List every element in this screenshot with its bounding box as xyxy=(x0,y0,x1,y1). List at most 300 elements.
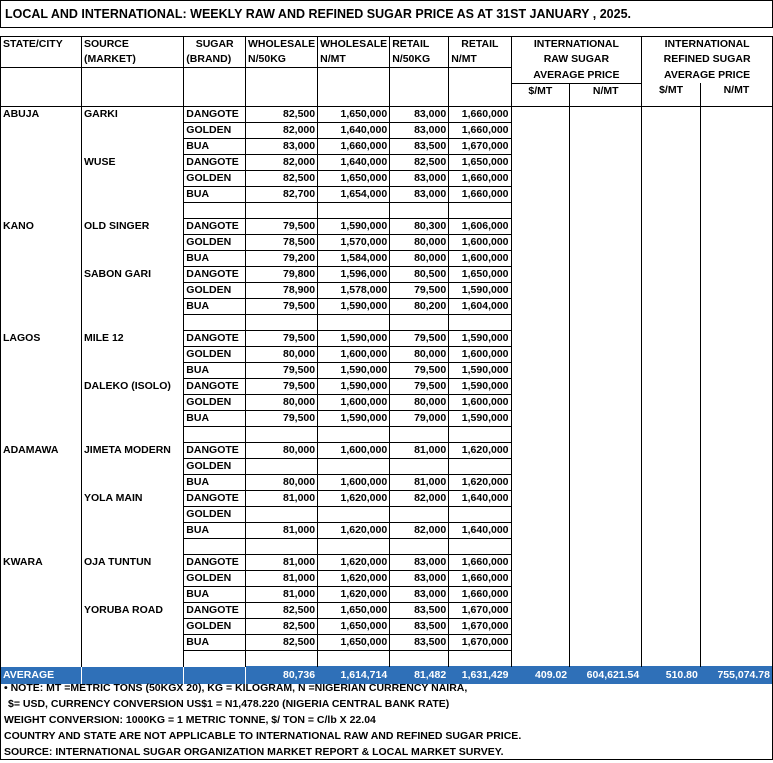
state-cell[interactable]: ABUJA xyxy=(1,107,82,123)
retail-50kg-cell[interactable] xyxy=(390,459,449,475)
intl-empty-cell[interactable] xyxy=(570,411,642,427)
wholesale-mt-cell[interactable]: 1,590,000 xyxy=(318,331,390,347)
wholesale-50kg-cell[interactable]: 79,500 xyxy=(246,299,318,315)
market-cell[interactable]: SABON GARI xyxy=(81,267,183,283)
intl-empty-cell[interactable] xyxy=(700,411,772,427)
retail-mt-cell[interactable]: 1,590,000 xyxy=(449,363,511,379)
brand-cell[interactable]: DANGOTE xyxy=(184,267,246,283)
intl-empty-cell[interactable] xyxy=(570,347,642,363)
intl-empty-cell[interactable] xyxy=(642,155,701,171)
intl-empty-cell[interactable] xyxy=(511,555,570,571)
brand-cell[interactable]: GOLDEN xyxy=(184,395,246,411)
intl-empty-cell[interactable] xyxy=(511,219,570,235)
wholesale-50kg-cell[interactable]: 82,000 xyxy=(246,123,318,139)
wholesale-mt-cell[interactable]: 1,584,000 xyxy=(318,251,390,267)
intl-empty-cell[interactable] xyxy=(642,443,701,459)
intl-empty-cell[interactable] xyxy=(511,523,570,539)
wholesale-mt-cell[interactable]: 1,590,000 xyxy=(318,411,390,427)
state-cell[interactable] xyxy=(1,459,82,475)
state-cell[interactable] xyxy=(1,491,82,507)
intl-empty-cell[interactable] xyxy=(642,635,701,651)
intl-empty-cell[interactable] xyxy=(511,619,570,635)
retail-mt-cell[interactable]: 1,670,000 xyxy=(449,619,511,635)
market-cell[interactable] xyxy=(81,587,183,603)
retail-mt-cell[interactable]: 1,660,000 xyxy=(449,123,511,139)
intl-empty-cell[interactable] xyxy=(700,267,772,283)
retail-50kg-cell[interactable]: 80,000 xyxy=(390,347,449,363)
retail-50kg-cell[interactable]: 83,000 xyxy=(390,171,449,187)
wholesale-mt-cell[interactable]: 1,650,000 xyxy=(318,635,390,651)
intl-empty-cell[interactable] xyxy=(511,331,570,347)
intl-empty-cell[interactable] xyxy=(511,107,570,123)
intl-empty-cell[interactable] xyxy=(642,107,701,123)
market-cell[interactable] xyxy=(81,395,183,411)
intl-empty-cell[interactable] xyxy=(642,459,701,475)
intl-empty-cell[interactable] xyxy=(700,523,772,539)
intl-empty-cell[interactable] xyxy=(642,587,701,603)
retail-mt-cell[interactable]: 1,590,000 xyxy=(449,411,511,427)
intl-empty-cell[interactable] xyxy=(570,283,642,299)
state-cell[interactable] xyxy=(1,235,82,251)
intl-empty-cell[interactable] xyxy=(700,491,772,507)
retail-mt-cell[interactable]: 1,600,000 xyxy=(449,251,511,267)
intl-empty-cell[interactable] xyxy=(511,571,570,587)
intl-empty-cell[interactable] xyxy=(700,555,772,571)
state-cell[interactable] xyxy=(1,123,82,139)
avg-refined-usd[interactable]: 510.80 xyxy=(642,667,701,684)
retail-mt-cell[interactable]: 1,660,000 xyxy=(449,171,511,187)
intl-empty-cell[interactable] xyxy=(700,603,772,619)
retail-50kg-cell[interactable] xyxy=(390,507,449,523)
wholesale-50kg-cell[interactable]: 82,500 xyxy=(246,603,318,619)
retail-50kg-cell[interactable]: 81,000 xyxy=(390,475,449,491)
market-cell[interactable] xyxy=(81,299,183,315)
wholesale-mt-cell[interactable]: 1,650,000 xyxy=(318,603,390,619)
wholesale-mt-cell[interactable] xyxy=(318,459,390,475)
wholesale-mt-cell[interactable]: 1,600,000 xyxy=(318,443,390,459)
intl-empty-cell[interactable] xyxy=(511,587,570,603)
avg-refined-n[interactable]: 755,074.78 xyxy=(700,667,772,684)
intl-empty-cell[interactable] xyxy=(642,619,701,635)
retail-mt-cell[interactable] xyxy=(449,507,511,523)
brand-cell[interactable]: BUA xyxy=(184,587,246,603)
intl-empty-cell[interactable] xyxy=(511,123,570,139)
retail-50kg-cell[interactable]: 81,000 xyxy=(390,443,449,459)
retail-mt-cell[interactable]: 1,660,000 xyxy=(449,571,511,587)
retail-mt-cell[interactable]: 1,670,000 xyxy=(449,635,511,651)
intl-empty-cell[interactable] xyxy=(642,139,701,155)
brand-cell[interactable]: GOLDEN xyxy=(184,123,246,139)
wholesale-50kg-cell[interactable]: 81,000 xyxy=(246,523,318,539)
market-cell[interactable] xyxy=(81,123,183,139)
intl-empty-cell[interactable] xyxy=(511,267,570,283)
state-cell[interactable] xyxy=(1,347,82,363)
retail-50kg-cell[interactable]: 80,000 xyxy=(390,251,449,267)
retail-50kg-cell[interactable]: 79,000 xyxy=(390,411,449,427)
avg-retail-mt[interactable]: 1,631,429 xyxy=(449,667,511,684)
market-cell[interactable] xyxy=(81,571,183,587)
intl-empty-cell[interactable] xyxy=(570,155,642,171)
market-cell[interactable] xyxy=(81,139,183,155)
intl-empty-cell[interactable] xyxy=(700,155,772,171)
intl-empty-cell[interactable] xyxy=(570,363,642,379)
intl-empty-cell[interactable] xyxy=(642,555,701,571)
wholesale-mt-cell[interactable]: 1,620,000 xyxy=(318,491,390,507)
state-cell[interactable] xyxy=(1,171,82,187)
brand-cell[interactable]: BUA xyxy=(184,139,246,155)
wholesale-mt-cell[interactable]: 1,650,000 xyxy=(318,107,390,123)
intl-empty-cell[interactable] xyxy=(700,251,772,267)
wholesale-50kg-cell[interactable]: 81,000 xyxy=(246,555,318,571)
brand-cell[interactable]: GOLDEN xyxy=(184,619,246,635)
intl-empty-cell[interactable] xyxy=(642,251,701,267)
market-cell[interactable] xyxy=(81,235,183,251)
retail-mt-cell[interactable]: 1,640,000 xyxy=(449,491,511,507)
wholesale-mt-cell[interactable]: 1,620,000 xyxy=(318,587,390,603)
wholesale-mt-cell[interactable]: 1,620,000 xyxy=(318,523,390,539)
intl-empty-cell[interactable] xyxy=(700,635,772,651)
retail-50kg-cell[interactable]: 79,500 xyxy=(390,283,449,299)
wholesale-50kg-cell[interactable]: 79,200 xyxy=(246,251,318,267)
retail-50kg-cell[interactable]: 83,000 xyxy=(390,123,449,139)
market-cell[interactable] xyxy=(81,459,183,475)
wholesale-mt-cell[interactable]: 1,620,000 xyxy=(318,571,390,587)
retail-50kg-cell[interactable]: 80,000 xyxy=(390,235,449,251)
retail-mt-cell[interactable]: 1,650,000 xyxy=(449,155,511,171)
market-cell[interactable] xyxy=(81,171,183,187)
retail-50kg-cell[interactable]: 83,500 xyxy=(390,603,449,619)
intl-empty-cell[interactable] xyxy=(511,299,570,315)
brand-cell[interactable]: BUA xyxy=(184,475,246,491)
state-cell[interactable] xyxy=(1,523,82,539)
state-cell[interactable] xyxy=(1,635,82,651)
brand-cell[interactable]: BUA xyxy=(184,187,246,203)
intl-empty-cell[interactable] xyxy=(700,459,772,475)
intl-empty-cell[interactable] xyxy=(511,411,570,427)
intl-empty-cell[interactable] xyxy=(700,171,772,187)
wholesale-50kg-cell[interactable]: 80,000 xyxy=(246,443,318,459)
avg-raw-usd[interactable]: 409.02 xyxy=(511,667,570,684)
state-cell[interactable] xyxy=(1,507,82,523)
intl-empty-cell[interactable] xyxy=(511,251,570,267)
brand-cell[interactable]: DANGOTE xyxy=(184,603,246,619)
intl-empty-cell[interactable] xyxy=(642,299,701,315)
retail-mt-cell[interactable]: 1,590,000 xyxy=(449,379,511,395)
market-cell[interactable] xyxy=(81,635,183,651)
state-cell[interactable] xyxy=(1,251,82,267)
state-cell[interactable] xyxy=(1,475,82,491)
retail-mt-cell[interactable]: 1,600,000 xyxy=(449,235,511,251)
brand-cell[interactable]: GOLDEN xyxy=(184,171,246,187)
market-cell[interactable]: DALEKO (ISOLO) xyxy=(81,379,183,395)
retail-mt-cell[interactable]: 1,670,000 xyxy=(449,139,511,155)
wholesale-50kg-cell[interactable]: 81,000 xyxy=(246,491,318,507)
retail-50kg-cell[interactable]: 80,200 xyxy=(390,299,449,315)
retail-50kg-cell[interactable]: 79,500 xyxy=(390,331,449,347)
intl-empty-cell[interactable] xyxy=(570,603,642,619)
wholesale-50kg-cell[interactable]: 78,500 xyxy=(246,235,318,251)
intl-empty-cell[interactable] xyxy=(570,475,642,491)
intl-empty-cell[interactable] xyxy=(570,187,642,203)
retail-50kg-cell[interactable]: 80,500 xyxy=(390,267,449,283)
intl-empty-cell[interactable] xyxy=(642,571,701,587)
brand-cell[interactable]: GOLDEN xyxy=(184,283,246,299)
intl-empty-cell[interactable] xyxy=(511,507,570,523)
wholesale-mt-cell[interactable]: 1,590,000 xyxy=(318,379,390,395)
wholesale-50kg-cell[interactable]: 80,000 xyxy=(246,395,318,411)
intl-empty-cell[interactable] xyxy=(700,299,772,315)
retail-mt-cell[interactable] xyxy=(449,459,511,475)
retail-50kg-cell[interactable]: 80,000 xyxy=(390,395,449,411)
average-label[interactable]: AVERAGE xyxy=(1,667,82,684)
intl-empty-cell[interactable] xyxy=(642,603,701,619)
intl-empty-cell[interactable] xyxy=(570,299,642,315)
state-cell[interactable] xyxy=(1,267,82,283)
retail-mt-cell[interactable]: 1,660,000 xyxy=(449,107,511,123)
state-cell[interactable] xyxy=(1,139,82,155)
intl-empty-cell[interactable] xyxy=(511,347,570,363)
intl-empty-cell[interactable] xyxy=(642,363,701,379)
state-cell[interactable] xyxy=(1,299,82,315)
intl-empty-cell[interactable] xyxy=(700,475,772,491)
intl-empty-cell[interactable] xyxy=(642,411,701,427)
market-cell[interactable]: OLD SINGER xyxy=(81,219,183,235)
avg-retail-50kg[interactable]: 81,482 xyxy=(390,667,449,684)
intl-empty-cell[interactable] xyxy=(570,587,642,603)
retail-50kg-cell[interactable]: 83,500 xyxy=(390,635,449,651)
wholesale-50kg-cell[interactable] xyxy=(246,459,318,475)
intl-empty-cell[interactable] xyxy=(511,139,570,155)
brand-cell[interactable]: BUA xyxy=(184,635,246,651)
retail-mt-cell[interactable]: 1,670,000 xyxy=(449,603,511,619)
market-cell[interactable] xyxy=(81,523,183,539)
retail-50kg-cell[interactable]: 82,000 xyxy=(390,491,449,507)
retail-mt-cell[interactable]: 1,660,000 xyxy=(449,587,511,603)
state-cell[interactable] xyxy=(1,363,82,379)
brand-cell[interactable]: DANGOTE xyxy=(184,155,246,171)
intl-empty-cell[interactable] xyxy=(570,443,642,459)
market-cell[interactable]: GARKI xyxy=(81,107,183,123)
retail-50kg-cell[interactable]: 79,500 xyxy=(390,363,449,379)
wholesale-50kg-cell[interactable]: 82,700 xyxy=(246,187,318,203)
brand-cell[interactable]: DANGOTE xyxy=(184,107,246,123)
intl-empty-cell[interactable] xyxy=(511,443,570,459)
state-cell[interactable]: KANO xyxy=(1,219,82,235)
wholesale-mt-cell[interactable]: 1,640,000 xyxy=(318,123,390,139)
intl-empty-cell[interactable] xyxy=(570,123,642,139)
retail-50kg-cell[interactable]: 83,000 xyxy=(390,571,449,587)
intl-empty-cell[interactable] xyxy=(700,107,772,123)
brand-cell[interactable]: GOLDEN xyxy=(184,571,246,587)
state-cell[interactable] xyxy=(1,283,82,299)
intl-empty-cell[interactable] xyxy=(570,107,642,123)
retail-50kg-cell[interactable]: 83,000 xyxy=(390,555,449,571)
retail-50kg-cell[interactable]: 82,500 xyxy=(390,155,449,171)
wholesale-50kg-cell[interactable]: 80,000 xyxy=(246,475,318,491)
brand-cell[interactable]: DANGOTE xyxy=(184,555,246,571)
wholesale-mt-cell[interactable]: 1,590,000 xyxy=(318,219,390,235)
state-cell[interactable]: LAGOS xyxy=(1,331,82,347)
avg-raw-n[interactable]: 604,621.54 xyxy=(570,667,642,684)
brand-cell[interactable]: GOLDEN xyxy=(184,459,246,475)
intl-empty-cell[interactable] xyxy=(642,235,701,251)
wholesale-50kg-cell[interactable]: 81,000 xyxy=(246,571,318,587)
wholesale-mt-cell[interactable]: 1,590,000 xyxy=(318,299,390,315)
market-cell[interactable] xyxy=(81,411,183,427)
market-cell[interactable] xyxy=(81,475,183,491)
wholesale-mt-cell[interactable]: 1,590,000 xyxy=(318,363,390,379)
wholesale-50kg-cell[interactable]: 80,000 xyxy=(246,347,318,363)
market-cell[interactable] xyxy=(81,187,183,203)
wholesale-mt-cell[interactable]: 1,650,000 xyxy=(318,619,390,635)
intl-empty-cell[interactable] xyxy=(700,187,772,203)
intl-empty-cell[interactable] xyxy=(570,139,642,155)
intl-empty-cell[interactable] xyxy=(511,379,570,395)
intl-empty-cell[interactable] xyxy=(642,123,701,139)
retail-mt-cell[interactable]: 1,604,000 xyxy=(449,299,511,315)
brand-cell[interactable]: DANGOTE xyxy=(184,379,246,395)
state-cell[interactable] xyxy=(1,587,82,603)
retail-50kg-cell[interactable]: 83,000 xyxy=(390,587,449,603)
market-cell[interactable]: YORUBA ROAD xyxy=(81,603,183,619)
brand-cell[interactable]: BUA xyxy=(184,363,246,379)
avg-wholesale-mt[interactable]: 1,614,714 xyxy=(318,667,390,684)
intl-empty-cell[interactable] xyxy=(700,331,772,347)
wholesale-50kg-cell[interactable]: 83,000 xyxy=(246,139,318,155)
state-cell[interactable] xyxy=(1,155,82,171)
retail-50kg-cell[interactable]: 79,500 xyxy=(390,379,449,395)
retail-mt-cell[interactable]: 1,590,000 xyxy=(449,283,511,299)
market-cell[interactable]: YOLA MAIN xyxy=(81,491,183,507)
retail-mt-cell[interactable]: 1,606,000 xyxy=(449,219,511,235)
intl-empty-cell[interactable] xyxy=(511,171,570,187)
retail-50kg-cell[interactable]: 83,500 xyxy=(390,619,449,635)
intl-empty-cell[interactable] xyxy=(570,251,642,267)
wholesale-mt-cell[interactable]: 1,650,000 xyxy=(318,171,390,187)
intl-empty-cell[interactable] xyxy=(700,507,772,523)
market-cell[interactable] xyxy=(81,619,183,635)
brand-cell[interactable]: DANGOTE xyxy=(184,331,246,347)
intl-empty-cell[interactable] xyxy=(642,267,701,283)
intl-empty-cell[interactable] xyxy=(642,523,701,539)
retail-50kg-cell[interactable]: 83,000 xyxy=(390,107,449,123)
intl-empty-cell[interactable] xyxy=(511,363,570,379)
intl-empty-cell[interactable] xyxy=(700,123,772,139)
state-cell[interactable] xyxy=(1,571,82,587)
intl-empty-cell[interactable] xyxy=(570,635,642,651)
intl-empty-cell[interactable] xyxy=(700,235,772,251)
wholesale-mt-cell[interactable]: 1,654,000 xyxy=(318,187,390,203)
intl-empty-cell[interactable] xyxy=(511,475,570,491)
wholesale-mt-cell[interactable]: 1,600,000 xyxy=(318,475,390,491)
intl-empty-cell[interactable] xyxy=(511,155,570,171)
intl-empty-cell[interactable] xyxy=(700,139,772,155)
market-cell[interactable] xyxy=(81,507,183,523)
wholesale-50kg-cell[interactable] xyxy=(246,507,318,523)
wholesale-50kg-cell[interactable]: 82,500 xyxy=(246,619,318,635)
retail-mt-cell[interactable]: 1,650,000 xyxy=(449,267,511,283)
retail-mt-cell[interactable]: 1,620,000 xyxy=(449,475,511,491)
wholesale-50kg-cell[interactable]: 79,800 xyxy=(246,267,318,283)
market-cell[interactable]: JIMETA MODERN xyxy=(81,443,183,459)
wholesale-50kg-cell[interactable]: 79,500 xyxy=(246,379,318,395)
state-cell[interactable]: KWARA xyxy=(1,555,82,571)
market-cell[interactable]: OJA TUNTUN xyxy=(81,555,183,571)
intl-empty-cell[interactable] xyxy=(642,491,701,507)
avg-wholesale-50kg[interactable]: 80,736 xyxy=(246,667,318,684)
wholesale-50kg-cell[interactable]: 82,000 xyxy=(246,155,318,171)
state-cell[interactable]: ADAMAWA xyxy=(1,443,82,459)
wholesale-50kg-cell[interactable]: 78,900 xyxy=(246,283,318,299)
intl-empty-cell[interactable] xyxy=(511,283,570,299)
intl-empty-cell[interactable] xyxy=(570,507,642,523)
intl-empty-cell[interactable] xyxy=(700,347,772,363)
intl-empty-cell[interactable] xyxy=(511,635,570,651)
intl-empty-cell[interactable] xyxy=(570,619,642,635)
brand-cell[interactable]: BUA xyxy=(184,299,246,315)
intl-empty-cell[interactable] xyxy=(570,331,642,347)
intl-empty-cell[interactable] xyxy=(570,555,642,571)
state-cell[interactable] xyxy=(1,187,82,203)
wholesale-mt-cell[interactable]: 1,620,000 xyxy=(318,555,390,571)
wholesale-50kg-cell[interactable]: 79,500 xyxy=(246,331,318,347)
intl-empty-cell[interactable] xyxy=(700,363,772,379)
intl-empty-cell[interactable] xyxy=(570,571,642,587)
brand-cell[interactable]: GOLDEN xyxy=(184,347,246,363)
brand-cell[interactable]: BUA xyxy=(184,523,246,539)
wholesale-50kg-cell[interactable]: 82,500 xyxy=(246,635,318,651)
market-cell[interactable] xyxy=(81,363,183,379)
wholesale-mt-cell[interactable]: 1,640,000 xyxy=(318,155,390,171)
retail-50kg-cell[interactable]: 82,000 xyxy=(390,523,449,539)
wholesale-50kg-cell[interactable]: 79,500 xyxy=(246,219,318,235)
intl-empty-cell[interactable] xyxy=(511,459,570,475)
state-cell[interactable] xyxy=(1,619,82,635)
intl-empty-cell[interactable] xyxy=(511,187,570,203)
retail-mt-cell[interactable]: 1,600,000 xyxy=(449,347,511,363)
intl-empty-cell[interactable] xyxy=(700,379,772,395)
wholesale-mt-cell[interactable] xyxy=(318,507,390,523)
intl-empty-cell[interactable] xyxy=(700,619,772,635)
retail-mt-cell[interactable]: 1,660,000 xyxy=(449,187,511,203)
intl-empty-cell[interactable] xyxy=(700,283,772,299)
intl-empty-cell[interactable] xyxy=(700,571,772,587)
retail-mt-cell[interactable]: 1,660,000 xyxy=(449,555,511,571)
intl-empty-cell[interactable] xyxy=(700,443,772,459)
brand-cell[interactable]: GOLDEN xyxy=(184,235,246,251)
wholesale-mt-cell[interactable]: 1,600,000 xyxy=(318,347,390,363)
intl-empty-cell[interactable] xyxy=(642,379,701,395)
intl-empty-cell[interactable] xyxy=(570,235,642,251)
wholesale-50kg-cell[interactable]: 82,500 xyxy=(246,171,318,187)
brand-cell[interactable]: DANGOTE xyxy=(184,219,246,235)
market-cell[interactable]: MILE 12 xyxy=(81,331,183,347)
intl-empty-cell[interactable] xyxy=(642,347,701,363)
intl-empty-cell[interactable] xyxy=(642,395,701,411)
wholesale-mt-cell[interactable]: 1,596,000 xyxy=(318,267,390,283)
intl-empty-cell[interactable] xyxy=(570,219,642,235)
retail-mt-cell[interactable]: 1,600,000 xyxy=(449,395,511,411)
brand-cell[interactable]: BUA xyxy=(184,411,246,427)
intl-empty-cell[interactable] xyxy=(570,459,642,475)
state-cell[interactable] xyxy=(1,411,82,427)
intl-empty-cell[interactable] xyxy=(511,603,570,619)
wholesale-50kg-cell[interactable]: 79,500 xyxy=(246,411,318,427)
wholesale-50kg-cell[interactable]: 79,500 xyxy=(246,363,318,379)
state-cell[interactable] xyxy=(1,395,82,411)
intl-empty-cell[interactable] xyxy=(511,235,570,251)
intl-empty-cell[interactable] xyxy=(700,395,772,411)
